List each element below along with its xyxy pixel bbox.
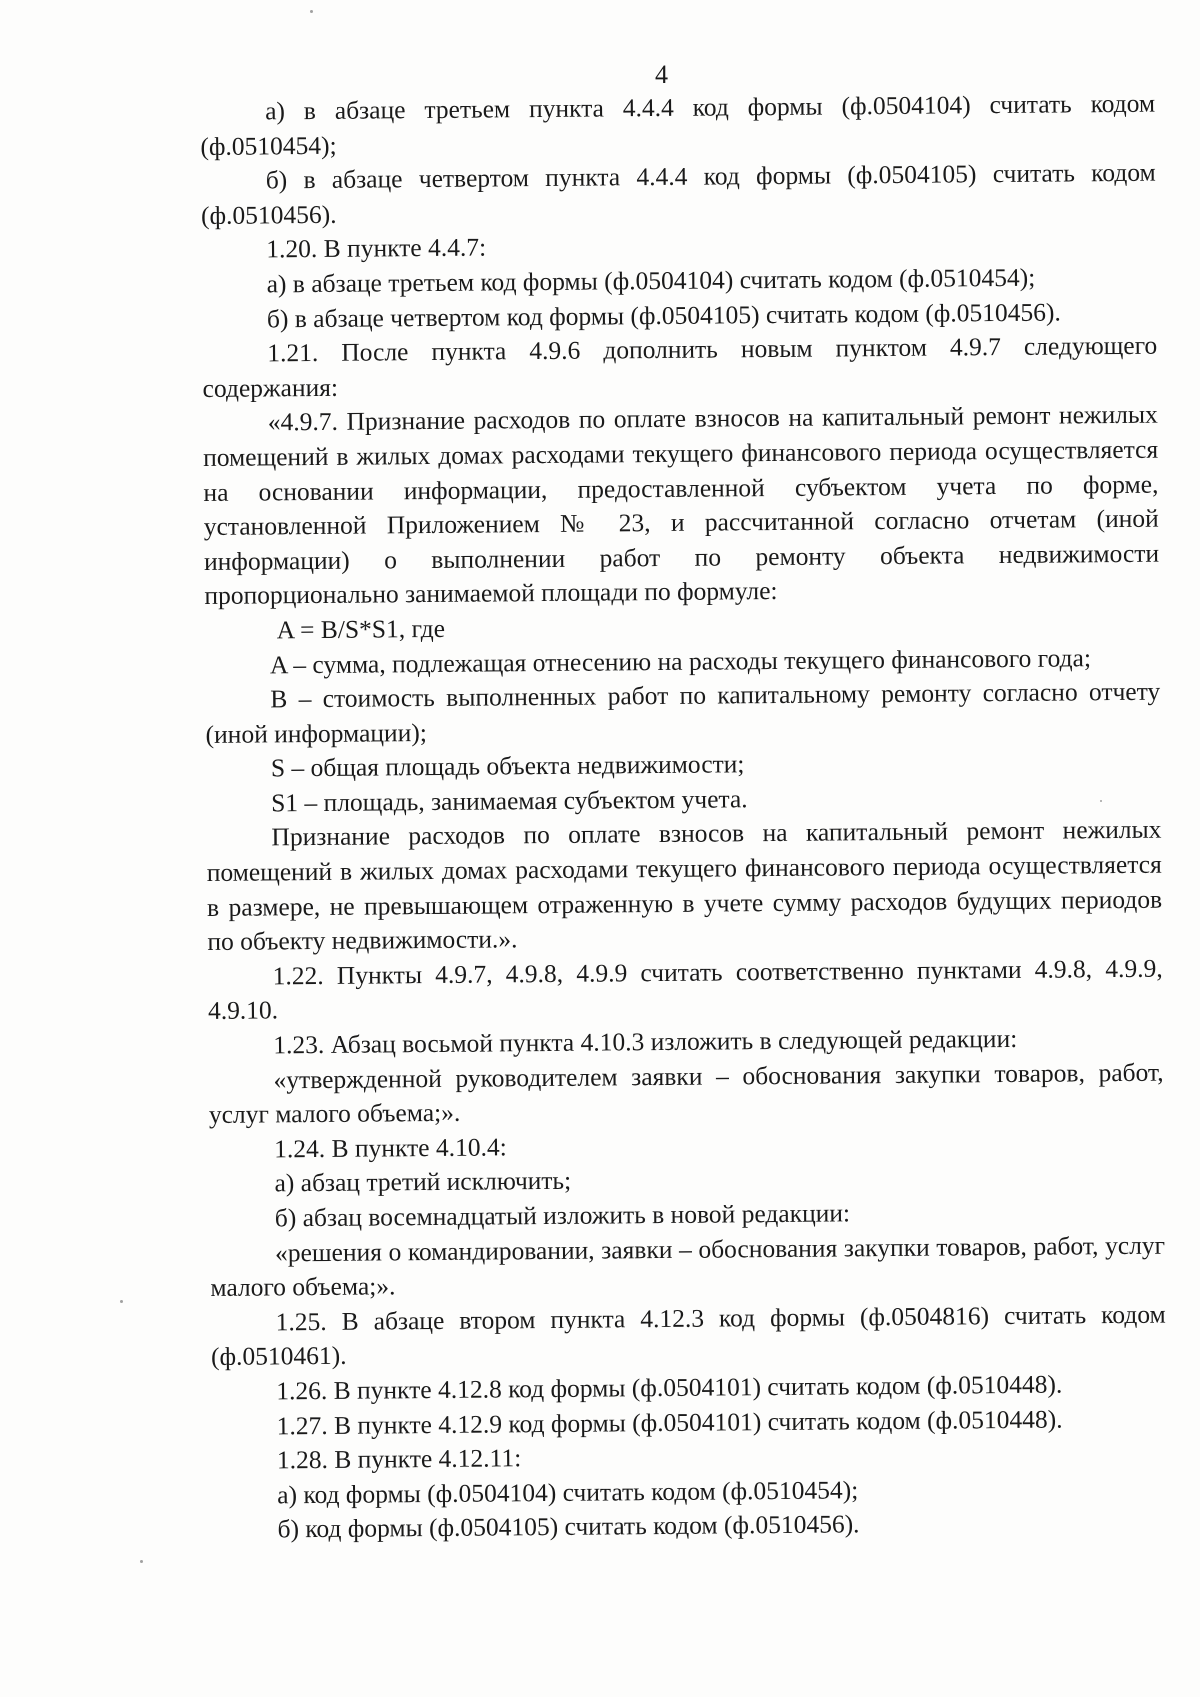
formula-line: A = B/S*S1, где (276, 613, 446, 645)
paragraph: S – общая площадь объекта недвижимости; (270, 749, 745, 783)
paragraph: а) в абзаце третьем код формы (ф.0504104) считать кодом (ф.0510454); (266, 262, 1036, 299)
scan-speck (140, 1560, 143, 1563)
paragraph: а) в абзаце третьем пункта 4.4.4 код формы (ф.0504104) считать кодом (ф.0510454); (200, 88, 1156, 161)
paragraph: 1.21. После пункта 4.9.6 дополнить новым пунктом 4.9.7 следующего содержания: (202, 330, 1158, 403)
paragraph: 1.27. В пункте 4.12.9 код формы (ф.0504101) считать кодом (ф.0510448). (276, 1404, 1063, 1440)
paragraph: 1.28. В пункте 4.12.11: (276, 1443, 522, 1475)
paragraph: 1.24. В пункте 4.10.4: (274, 1132, 507, 1164)
document-body (200, 87, 1168, 1548)
scan-speck (120, 1300, 123, 1303)
paragraph: 1.20. В пункте 4.4.7: (266, 232, 487, 264)
scan-speck (310, 10, 313, 13)
paragraph: б) в абзаце четвертом код формы (ф.0504105) считать кодом (ф.0510456). (266, 297, 1061, 333)
paragraph: 1.22. Пункты 4.9.7, 4.9.8, 4.9.9 считать соответственно пунктами 4.9.8, 4.9.9, 4.9.10. (207, 953, 1163, 1026)
paragraph: B – стоимость выполненных работ по капитальному ремонту согласно отчету (иной информации); (205, 676, 1161, 749)
paragraph: S1 – площадь, занимаемая субъектом учета. (271, 784, 748, 818)
page-number: 4 (655, 60, 668, 89)
paragraph: б) в абзаце четвертом пункта 4.4.4 код формы (ф.0504105) считать кодом (ф.0510456). (200, 157, 1156, 230)
paragraph: 1.26. В пункте 4.12.8 код формы (ф.0504101) считать кодом (ф.0510448). (276, 1369, 1063, 1406)
paragraph: A – сумма, подлежащая отнесению на расходы текущего финансового года; (269, 642, 1092, 679)
paragraph: «4.9.7. Признание расходов по оплате взносов на капитальный ремонт нежилых помещений в жилых домах расходами текущего финансового периода осуществляется на основании информации, предоставленной субъектом учета по форме, установленной Приложением № 23, и рассчитанной согласно отчетам (иной информации) о выполнении работ по ремонту объекта недвижимости пропорционально занимаемой площади по формуле: (203, 399, 1160, 611)
paragraph: а) абзац третий исключить; (274, 1166, 572, 1198)
paragraph: 1.25. В абзаце втором пункта 4.12.3 код формы (ф.0504816) считать кодом (ф.0510461). (210, 1299, 1166, 1372)
paragraph: б) код формы (ф.0504105) считать кодом (ф.0510456). (277, 1509, 860, 1544)
paragraph: «решения о командировании, заявки – обоснования закупки товаров, работ, услуг малого объема;». (210, 1230, 1166, 1303)
paragraph: 1.23. Абзац восьмой пункта 4.10.3 изложить в следующей редакции: (273, 1023, 1018, 1060)
paragraph: б) абзац восемнадцатый изложить в новой редакции: (274, 1198, 851, 1233)
paragraph: а) код формы (ф.0504104) считать кодом (ф.0510454); (277, 1475, 859, 1510)
scan-speck (1100, 800, 1102, 802)
paragraph: «утвержденной руководителем заявки – обоснования закупки товаров, работ, услуг малого объема;». (208, 1057, 1164, 1130)
paragraph: Признание расходов по оплате взносов на капитальный ремонт нежилых помещений в жилых домах расходами текущего финансового периода осуществляется в размере, не превышающем отраженную в учете сумму расходов будущих периодов по объекту недвижимости.». (206, 815, 1163, 957)
